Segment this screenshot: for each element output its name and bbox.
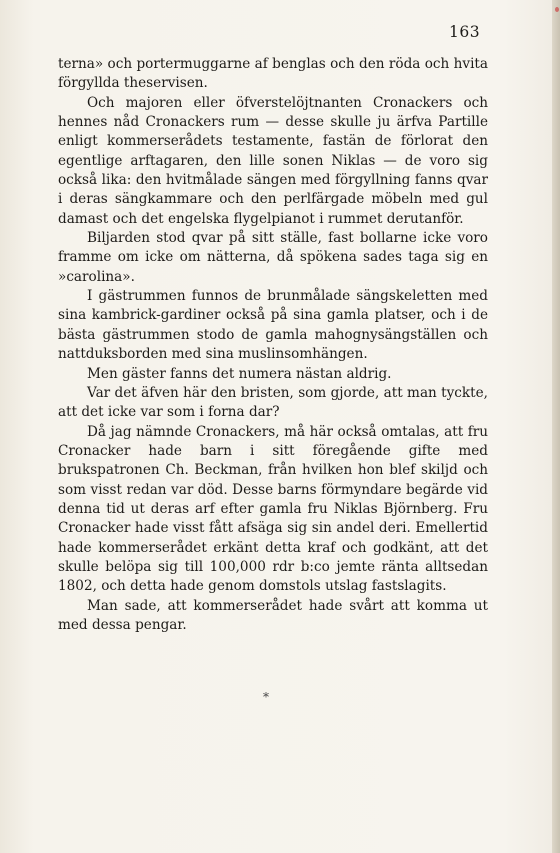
paragraph-5: Men gäster fanns det numera nästan aldrig. (87, 365, 392, 382)
page-edge (552, 0, 560, 853)
paragraph-6: Var det äfven här den bristen, som gjorde, att man tyckte, att det icke var som i forna dar? (58, 384, 488, 421)
section-ornament: * (263, 690, 269, 704)
body-text (58, 55, 488, 635)
page-number: 163 (449, 23, 481, 41)
paragraph-7: Då jag nämnde Cronackers, må här också omtalas, att fru Cronacker hade barn i sitt föregående gifte med brukspatronen Ch. Beckman, från hvilken hon blef skiljd och som visst redan var död. Desse barns förmyndare begärde vid denna tid ut deras arf efter gamla fru Niklas Björnberg. Fru Cronacker hade visst fått afsäga sig sin andel deri. Emellertid hade kommerserådet erkänt detta kraf och godkänt, att det skulle belöpa sig till 100,000 rdr b:co jemte ränta alltsedan 1802, och detta hade genom domstols utslag fastslagits. (58, 423, 488, 595)
paragraph-1: terna» och portermuggarne af benglas och den röda och hvita förgyllda theservisen. (58, 56, 488, 92)
paragraph-8: Man sade, att kommerserådet hade svårt att komma ut med dessa pengar. (58, 597, 488, 633)
paragraph-4: I gästrummen funnos de brunmålade sängskeletten med sina kambrick-gardiner också på sina gamla platser, och i de bästa gästrummen stodo de gamla mahognysängställen och nattduksborden med sina muslinsomhängen. (58, 288, 488, 363)
paragraph-2: Och majoren eller öfverstelöjtnanten Cronackers och hennes nåd Cronackers rum — desse skulle ju ärfva Partille enligt kommerserådets testamente, fastän de förlorat den egentlige arftagaren, den lille sonen Niklas — de voro sig också lika: den hvitmålade sängen med förgyllning fanns qvar i deras sängkammare och den perlfärgade möbeln med gul damast och det engelska flygelpianot i rummet derutanför. (58, 94, 488, 227)
ink-speck (555, 7, 559, 12)
paragraph-3: Biljarden stod qvar på sitt ställe, fast bollarne icke voro framme om icke om nätterna, då spökena sades taga sig en »carolina». (58, 230, 488, 285)
